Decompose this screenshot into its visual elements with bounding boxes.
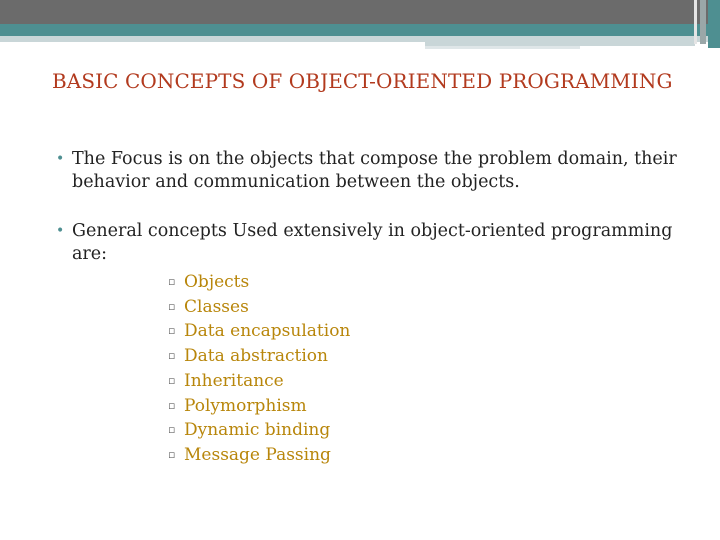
corner-stripe: [700, 0, 706, 44]
slide-title: BASIC CONCEPTS OF OBJECT-ORIENTED PROGRAMMING: [52, 69, 673, 93]
header-accent-line-short: [425, 46, 580, 49]
bullet-item: [30, 220, 690, 468]
sub-list-item: ▫ Inheritance: [168, 369, 690, 394]
bullet-list: [30, 148, 690, 494]
corner-stripe: [708, 0, 720, 48]
square-bullet-icon: ▫: [168, 373, 176, 387]
square-bullet-icon: ▫: [168, 398, 176, 412]
sub-list-item: ▫ Classes: [168, 295, 690, 320]
square-bullet-icon: ▫: [168, 324, 176, 338]
square-bullet-icon: ▫: [168, 447, 176, 461]
bullet-dot-icon: •: [56, 151, 65, 167]
square-bullet-icon: ▫: [168, 275, 176, 288]
sub-list-item: ▫ Polymorphism: [168, 394, 690, 419]
bullet-text: General concepts Used extensively in object-oriented programming are:: [72, 221, 673, 264]
header-band-dark: [0, 0, 720, 24]
corner-stripe: [694, 0, 697, 44]
sub-list-item: ▫ Data abstraction: [168, 344, 690, 369]
bullet-text: The Focus is on the objects that compose the problem domain, their behavior and communication between the objects.: [72, 149, 677, 192]
sub-list-item: ▫ Dynamic binding: [168, 418, 690, 443]
square-bullet-icon: ▫: [168, 349, 176, 363]
bullet-dot-icon: •: [56, 223, 65, 239]
sub-list-item: ▫ Objects: [168, 270, 690, 295]
bullet-item: [30, 148, 690, 194]
sub-list-item: ▫ Data encapsulation: [168, 319, 690, 344]
sub-list: [168, 270, 690, 468]
header-band-teal: [0, 24, 720, 36]
sub-list-item: ▫ Message Passing: [168, 443, 690, 468]
square-bullet-icon: ▫: [168, 299, 176, 313]
square-bullet-icon: ▫: [168, 423, 176, 437]
